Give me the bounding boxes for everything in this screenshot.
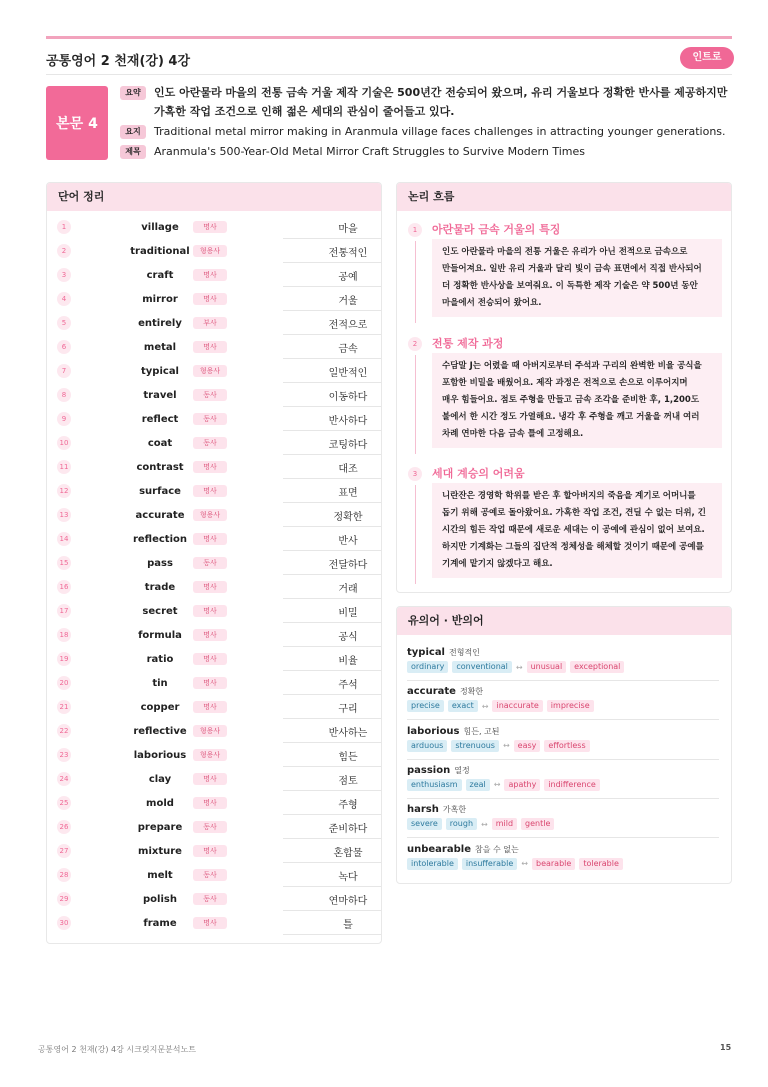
vocab-pos-badge: 동사: [193, 389, 227, 401]
vocab-number: 18: [57, 628, 71, 642]
vocab-row: [47, 647, 381, 671]
vocab-number: 30: [57, 916, 71, 930]
flow-connector: [415, 485, 416, 584]
vocab-meaning: 준비하다: [328, 823, 368, 835]
vocab-meaning: 힘든: [338, 751, 358, 763]
vocab-meaning: 금속: [338, 343, 358, 355]
vocab-number: 28: [57, 868, 71, 882]
flow-step-title: 세대 계승의 어려움: [432, 467, 525, 480]
vocab-number: 9: [57, 412, 71, 426]
synonym-chip: intolerable: [407, 858, 458, 870]
synonym-chip: conventional: [452, 661, 512, 673]
vocab-number: 8: [57, 388, 71, 402]
gist-row: [120, 125, 726, 139]
flow-step-line: 기계에 맡기지 않겠다고 해요.: [442, 559, 553, 569]
flow-heading: 논리 흐름: [397, 183, 731, 211]
vocab-word: pass: [147, 557, 173, 569]
vocab-row: [47, 551, 381, 575]
title-row: [120, 145, 585, 159]
flow-step-line: 수담말 J는 어렸을 때 아버지로부터 주석과 구리의 완벽한 비율 공식을: [442, 361, 702, 371]
synonym-headword: accurate: [407, 686, 456, 698]
vocab-row: [47, 239, 381, 263]
antonym-chip: bearable: [532, 858, 575, 870]
vocab-pos-badge: 명사: [193, 653, 227, 665]
vocab-word: entirely: [138, 317, 182, 329]
vocab-row: [47, 383, 381, 407]
swap-arrow-icon: ↔: [515, 662, 523, 672]
flow-step-line: 인도 아란물라 마을의 전통 거울은 유리가 아닌 전적으로 금속으로: [442, 247, 688, 257]
synonym-meaning: 참을 수 없는: [474, 844, 519, 854]
synonym-headword: unbearable: [407, 843, 471, 855]
vocab-number: 3: [57, 268, 71, 282]
synonym-entry: [407, 765, 719, 799]
lesson-label: 본문 4: [46, 86, 108, 160]
synonym-divider: [407, 837, 719, 838]
vocab-number: 14: [57, 532, 71, 546]
vocab-pos-badge: 명사: [193, 701, 227, 713]
vocab-meaning: 일반적인: [328, 367, 368, 379]
synonym-entry-head: [407, 647, 719, 658]
vocab-pos-badge: 명사: [193, 533, 227, 545]
vocab-word: tin: [152, 677, 168, 689]
vocab-row: [47, 527, 381, 551]
synonym-entry-head: [407, 726, 719, 737]
antonym-chip: effortless: [544, 740, 589, 752]
synonym-chips: [407, 700, 719, 712]
synonym-chip: arduous: [407, 740, 447, 752]
flow-step-line: 돕기 위해 공예로 돌아왔어요. 가혹한 작업 조건, 견딜 수 없는 더위, 긴: [442, 508, 706, 518]
vocab-number: 27: [57, 844, 71, 858]
flow-step-title: 아란물라 금속 거울의 특징: [432, 223, 561, 236]
vocab-number: 2: [57, 244, 71, 258]
synonym-chip: zeal: [466, 779, 490, 791]
vocab-number: 21: [57, 700, 71, 714]
vocab-word: copper: [140, 701, 180, 713]
synonym-chips: [407, 818, 719, 830]
vocab-number: 17: [57, 604, 71, 618]
synonym-chips: [407, 661, 719, 673]
vocab-pos-badge: 동사: [193, 413, 227, 425]
vocab-number: 20: [57, 676, 71, 690]
flow-step-body: [432, 239, 722, 317]
flow-step-number: 1: [408, 223, 422, 237]
antonym-chip: easy: [514, 740, 541, 752]
vocab-number: 10: [57, 436, 71, 450]
antonym-chip: inaccurate: [492, 700, 542, 712]
vocab-pos-badge: 명사: [193, 797, 227, 809]
vocab-word: frame: [143, 917, 177, 929]
synonym-chips: [407, 779, 719, 791]
antonym-chip: mild: [492, 818, 517, 830]
synonym-chip: exact: [448, 700, 478, 712]
vocab-number: 26: [57, 820, 71, 834]
vocab-word: reflective: [133, 725, 187, 737]
vocab-number: 11: [57, 460, 71, 474]
synonym-entry: [407, 804, 719, 838]
vocab-heading: 단어 정리: [47, 183, 381, 211]
vocab-word: surface: [139, 485, 181, 497]
synonym-chip: enthusiasm: [407, 779, 462, 791]
antonym-chip: exceptional: [570, 661, 624, 673]
swap-arrow-icon: ↔: [521, 859, 528, 868]
vocab-meaning: 반사하다: [328, 415, 368, 427]
vocab-number: 29: [57, 892, 71, 906]
synonym-chip: severe: [407, 818, 442, 830]
vocab-number: 5: [57, 316, 71, 330]
vocab-row: [47, 719, 381, 743]
vocab-row: [47, 287, 381, 311]
vocab-meaning: 거울: [338, 295, 358, 307]
vocab-row: [47, 407, 381, 431]
vocab-meaning: 반사: [338, 535, 358, 547]
vocab-pos-badge: 형용사: [193, 725, 227, 737]
vocab-row: [47, 311, 381, 335]
flow-step-body: [432, 483, 722, 578]
synonym-meaning: 가혹한: [442, 805, 467, 815]
vocab-pos-badge: 명사: [193, 461, 227, 473]
vocab-word: travel: [143, 389, 177, 401]
vocab-row: [47, 359, 381, 383]
synonym-meaning: 정확한: [459, 687, 484, 697]
vocab-pos-badge: 형용사: [193, 245, 227, 257]
vocab-pos-badge: 동사: [193, 437, 227, 449]
vocab-word: melt: [147, 869, 173, 881]
vocab-word: coat: [147, 437, 173, 449]
vocab-pos-badge: 명사: [193, 485, 227, 497]
vocab-meaning: 정확한: [333, 511, 363, 523]
vocab-word: mold: [146, 797, 174, 809]
vocab-row: [47, 671, 381, 695]
vocab-number: 12: [57, 484, 71, 498]
synonym-divider: [407, 719, 719, 720]
flow-step-title: 전통 제작 과정: [432, 337, 504, 350]
vocab-meaning: 이동하다: [328, 391, 368, 403]
vocab-word: trade: [144, 581, 176, 593]
vocab-number: 15: [57, 556, 71, 570]
lesson-title-text: Aranmula's 500-Year-Old Metal Mirror Craft Struggles to Survive Modern Times: [154, 145, 585, 158]
antonym-chip: indifference: [544, 779, 599, 791]
vocab-word: polish: [143, 893, 177, 905]
synonym-entry: [407, 726, 719, 760]
vocab-meaning: 표면: [338, 487, 358, 499]
page-title: 공통영어 2 천재(강) 4강: [46, 54, 191, 69]
vocab-row: [47, 743, 381, 767]
vocab-word: laborious: [133, 749, 187, 761]
swap-arrow-icon: ↔: [502, 741, 510, 751]
vocab-pos-badge: 명사: [193, 293, 227, 305]
flow-step-line: 매우 힘들어요. 점토 주형을 만들고 금속 조각을 준비한 후, 1,200도: [442, 395, 700, 405]
vocab-meaning: 전통적인: [328, 247, 368, 259]
synonym-chips: [407, 740, 719, 752]
vocab-row: [47, 215, 381, 239]
flow-step-line: 불에서 한 시간 정도 가열해요. 냉각 후 주형을 깨고 거울을 꺼내 여러: [442, 412, 700, 422]
vocab-row: [47, 623, 381, 647]
vocab-meaning: 구리: [338, 703, 358, 715]
synonym-headword: laborious: [407, 725, 460, 737]
flow-step-number: 3: [408, 467, 422, 481]
synonym-entry-head: [407, 765, 719, 776]
synonym-entry: [407, 647, 719, 681]
flow-step-line: 하지만 기계화는 그들의 집단적 정체성을 해체할 것이기 때문에 공예를: [442, 542, 704, 552]
synonym-headword: harsh: [407, 804, 439, 816]
vocab-pos-badge: 동사: [193, 893, 227, 905]
vocab-meaning: 점토: [338, 775, 358, 787]
summary-text: [154, 83, 734, 121]
synonym-panel: [396, 606, 732, 884]
title-divider: [46, 74, 732, 75]
antonym-chip: gentle: [521, 818, 554, 830]
vocab-meaning: 혼합물: [333, 847, 363, 859]
vocab-word: mixture: [138, 845, 182, 857]
synonym-headword: passion: [407, 764, 451, 776]
swap-arrow-icon: ↔: [493, 780, 501, 790]
antonym-chip: unusual: [527, 661, 567, 673]
vocab-word: typical: [141, 365, 179, 377]
flow-connector: [415, 241, 416, 323]
vocab-row: [47, 695, 381, 719]
vocab-pos-badge: 형용사: [193, 749, 227, 761]
summary-tag: 요약: [120, 86, 146, 100]
vocab-row: [47, 815, 381, 839]
vocab-meaning: 연마하다: [328, 895, 368, 907]
vocab-number: 6: [57, 340, 71, 354]
synonym-chip: insufferable: [462, 858, 517, 870]
vocab-meaning: 전달하다: [328, 559, 368, 571]
vocab-pos-badge: 명사: [193, 581, 227, 593]
vocab-number: 23: [57, 748, 71, 762]
vocab-pos-badge: 형용사: [193, 365, 227, 377]
flow-step-line: 차례 연마한 다음 금속 틀에 고정해요.: [442, 429, 584, 439]
vocab-word: formula: [138, 629, 182, 641]
vocab-row: [47, 575, 381, 599]
vocab-word: metal: [143, 341, 177, 353]
vocab-meaning: 거래: [338, 583, 358, 595]
synonym-entry: [407, 686, 719, 720]
synonym-entry: [407, 844, 719, 870]
vocab-pos-badge: 형용사: [193, 509, 227, 521]
vocab-word: accurate: [135, 509, 185, 521]
vocab-meaning: 공예: [338, 271, 358, 283]
vocab-meaning: 코팅하다: [328, 439, 368, 451]
vocab-pos-badge: 명사: [193, 605, 227, 617]
vocab-number: 25: [57, 796, 71, 810]
vocab-pos-badge: 명사: [193, 629, 227, 641]
vocab-word: contrast: [136, 461, 184, 473]
vocab-pos-badge: 명사: [193, 677, 227, 689]
synonym-divider: [407, 680, 719, 681]
vocab-word: secret: [142, 605, 178, 617]
vocab-number: 22: [57, 724, 71, 738]
vocab-pos-badge: 명사: [193, 917, 227, 929]
synonym-chip: rough: [446, 818, 477, 830]
vocab-number: 7: [57, 364, 71, 378]
flow-panel: [396, 182, 732, 593]
antonym-chip: tolerable: [579, 858, 623, 870]
title-tag: 제목: [120, 145, 146, 159]
vocab-pos-badge: 동사: [193, 869, 227, 881]
vocab-meaning: 주형: [338, 799, 358, 811]
vocab-pos-badge: 명사: [193, 269, 227, 281]
vocab-number: 16: [57, 580, 71, 594]
synonym-chip: strenuous: [451, 740, 499, 752]
vocab-row: [47, 479, 381, 503]
vocab-meaning: 비밀: [338, 607, 358, 619]
flow-step-line: 니란잔은 경영학 학위를 받은 후 할아버지의 죽음을 계기로 어머니를: [442, 491, 696, 501]
antonym-chip: imprecise: [547, 700, 594, 712]
vocab-word: reflection: [132, 533, 188, 545]
footer-text: 공통영어 2 천재(강) 4강 시크릿지문분석노트: [38, 1045, 196, 1054]
vocab-meaning: 녹다: [338, 871, 358, 883]
vocab-pos-badge: 명사: [193, 773, 227, 785]
flow-step-body: [432, 353, 722, 448]
antonym-chip: apathy: [504, 779, 540, 791]
flow-step-line: 만들어져요. 일반 유리 거울과 달리 빛이 금속 표면에서 직접 반사되어: [442, 264, 702, 274]
intro-button[interactable]: 인트로: [680, 47, 734, 69]
vocab-row: [47, 599, 381, 623]
vocab-pos-badge: 명사: [193, 221, 227, 233]
synonym-entry-head: [407, 686, 719, 697]
vocab-row: [47, 335, 381, 359]
vocab-word: ratio: [146, 653, 174, 665]
swap-arrow-icon: ↔: [481, 701, 489, 711]
vocab-meaning: 공식: [338, 631, 358, 643]
vocab-row: [47, 791, 381, 815]
flow-step-line: 포함한 비밀을 배웠어요. 제작 과정은 전적으로 손으로 이루어지며: [442, 378, 688, 388]
synonym-divider: [407, 798, 719, 799]
vocab-meaning: 마을: [338, 223, 358, 235]
gist-tag: 요지: [120, 125, 146, 139]
vocab-meaning: 비율: [338, 655, 358, 667]
vocab-underline: [283, 934, 382, 935]
vocab-pos-badge: 동사: [193, 557, 227, 569]
synonym-divider: [407, 759, 719, 760]
vocab-row: [47, 455, 381, 479]
vocab-row: [47, 839, 381, 863]
gist-text: Traditional metal mirror making in Aranmula village faces challenges in attracting younger generations.: [154, 125, 726, 138]
vocab-word: reflect: [141, 413, 179, 425]
vocab-row: [47, 767, 381, 791]
vocab-word: prepare: [137, 821, 183, 833]
synonym-headword: typical: [407, 647, 445, 658]
vocab-meaning: 반사하는: [328, 727, 368, 739]
vocab-number: 4: [57, 292, 71, 306]
vocab-pos-badge: 부사: [193, 317, 227, 329]
vocab-row: [47, 911, 381, 935]
swap-arrow-icon: ↔: [481, 819, 488, 829]
flow-step-line: 더 정확한 반사상을 보여줘요. 이 독특한 제작 기술은 약 500년 동안: [442, 281, 698, 291]
vocab-pos-badge: 동사: [193, 821, 227, 833]
vocab-number: 1: [57, 220, 71, 234]
synonym-heading: 유의어 · 반의어: [397, 607, 731, 635]
vocab-word: clay: [148, 773, 172, 785]
synonym-meaning: 열정: [454, 765, 470, 775]
vocab-word: village: [141, 221, 179, 233]
vocab-row: [47, 887, 381, 911]
synonym-entry-head: [407, 844, 719, 855]
summary-line: 가혹한 작업 조건으로 인해 젊은 세대의 관심이 줄어들고 있다.: [154, 105, 455, 118]
vocab-panel: [46, 182, 382, 944]
vocab-row: [47, 263, 381, 287]
vocab-meaning: 주석: [338, 679, 358, 691]
vocab-meaning: 대조: [338, 463, 358, 475]
vocab-number: 24: [57, 772, 71, 786]
synonym-meaning: 힘든, 고된: [463, 726, 500, 736]
vocab-word: traditional: [130, 245, 190, 257]
flow-step-line: 마을에서 전승되어 왔어요.: [442, 298, 542, 308]
vocab-row: [47, 863, 381, 887]
vocab-meaning: 틀: [343, 919, 353, 931]
vocab-row: [47, 503, 381, 527]
synonym-entry-head: [407, 804, 719, 815]
vocab-word: mirror: [142, 293, 178, 305]
flow-connector: [415, 355, 416, 454]
page-number: 15: [720, 1043, 732, 1052]
vocab-pos-badge: 명사: [193, 845, 227, 857]
vocab-pos-badge: 명사: [193, 341, 227, 353]
vocab-number: 13: [57, 508, 71, 522]
vocab-meaning: 전적으로: [328, 319, 368, 331]
vocab-row: [47, 431, 381, 455]
flow-step-number: 2: [408, 337, 422, 351]
vocab-number: 19: [57, 652, 71, 666]
summary-row: [120, 86, 734, 121]
summary-line: 인도 아란물라 마을의 전통 금속 거울 제작 기술은 500년간 전승되어 왔으며, 유리 거울보다 정확한 반사를 제공하지만: [154, 86, 728, 99]
synonym-meaning: 전형적인: [449, 648, 480, 657]
vocab-word: craft: [146, 269, 174, 281]
top-accent-line: [46, 36, 732, 39]
synonym-chip: ordinary: [407, 661, 448, 673]
flow-step-line: 시간의 힘든 작업 때문에 새로운 세대는 이 공예에 관심이 없어 보여요.: [442, 525, 705, 535]
synonym-chips: [407, 858, 719, 870]
synonym-chip: precise: [407, 700, 444, 712]
